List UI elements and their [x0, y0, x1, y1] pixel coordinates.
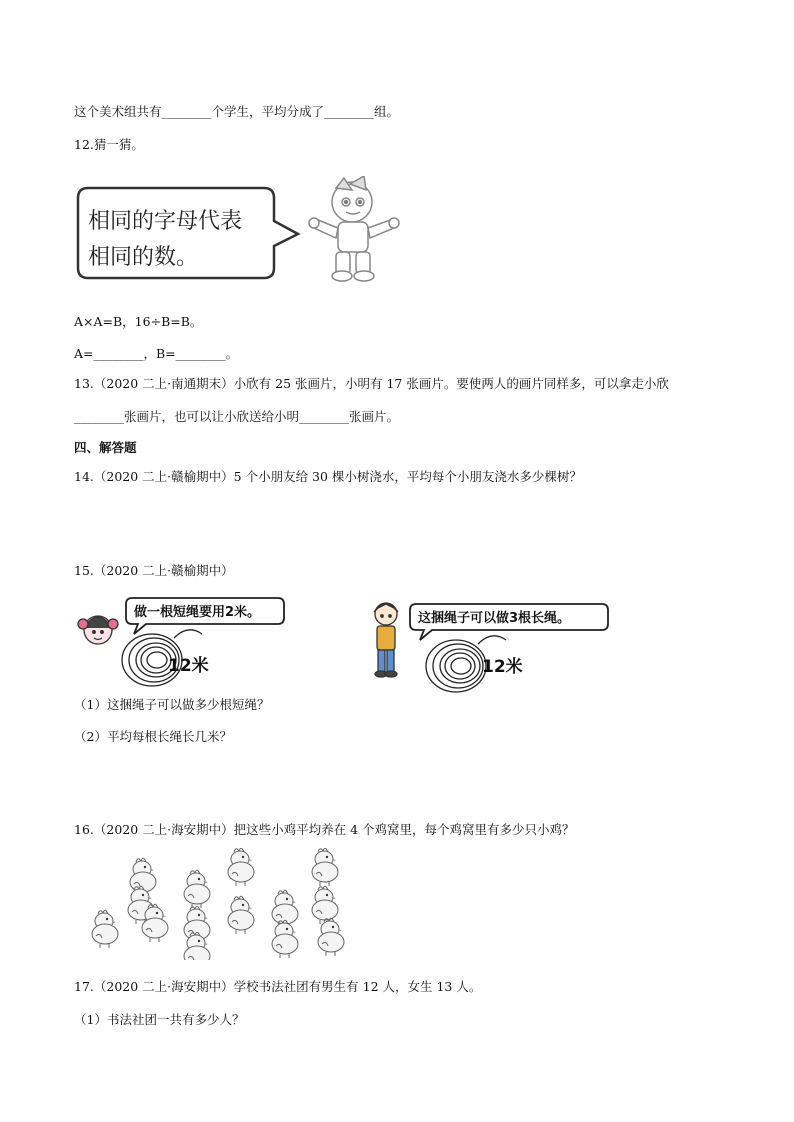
left-rope-length-label: 12米	[168, 656, 209, 676]
q12-answer: A=________，B=________。	[74, 346, 239, 361]
q17-sub1: （1）书法社团一共有多少人？	[74, 1012, 245, 1027]
chick-icon	[272, 890, 298, 928]
chick-icon	[92, 910, 118, 948]
chick-icon	[184, 870, 210, 908]
q15-sub2: （2）平均每根长绳长几米？	[74, 729, 232, 744]
girl-character-image	[78, 616, 118, 644]
bubble-text-line2: 相同的数。	[88, 245, 199, 270]
q12-title: 12.猜一猜。	[74, 137, 144, 152]
q15-left-illustration	[76, 594, 316, 690]
boy-character-image	[374, 603, 398, 677]
right-rope-length-label: 12米	[482, 657, 523, 677]
q13-line2: ________张画片，也可以让小欣送给小明________张画片。	[74, 409, 400, 424]
q14-text: 14.（2020 二上·赣榆期中）5 个小朋友给 30 棵小树浇水，平均每个小朋友浇水多少棵树？	[74, 469, 582, 484]
chick-icon	[272, 920, 298, 958]
right-bubble-text: 这捆绳子可以做3根长绳。	[418, 611, 571, 626]
chick-icon	[318, 918, 344, 956]
q15-right-illustration	[370, 598, 620, 698]
q12-equation: A×A=B，16÷B=B。	[74, 314, 203, 329]
q15-title: 15.（2020 二上·赣榆期中）	[74, 563, 234, 578]
chick-icon	[312, 848, 338, 886]
q13-line1: 13.（2020 二上·南通期末）小欣有 25 张画片，小明有 17 张画片。要使两人的画片同样多，可以拿走小欣	[74, 376, 669, 391]
chicks-illustration	[70, 848, 350, 960]
q17-text: 17.（2020 二上·海安期中）学校书法社团有男生有 12 人，女生 13 人。	[74, 979, 482, 994]
bubble-text-line1: 相同的字母代表	[88, 209, 243, 234]
section-heading: 四、解答题	[74, 440, 137, 455]
chick-icon	[312, 886, 338, 924]
q11-line: 这个美术组共有________个学生，平均分成了________组。	[74, 104, 400, 119]
chick-icon	[228, 896, 254, 934]
q16-text: 16.（2020 二上·海安期中）把这些小鸡平均养在 4 个鸡窝里，每个鸡窝里有多少只小鸡？	[74, 822, 575, 837]
left-bubble-text: 做一根短绳要用2米。	[134, 605, 261, 620]
q15-sub1: （1）这捆绳子可以做多少根短绳？	[74, 697, 270, 712]
q12-illustration	[74, 176, 404, 288]
chick-icon	[228, 848, 254, 886]
robot-character-image	[309, 176, 399, 281]
